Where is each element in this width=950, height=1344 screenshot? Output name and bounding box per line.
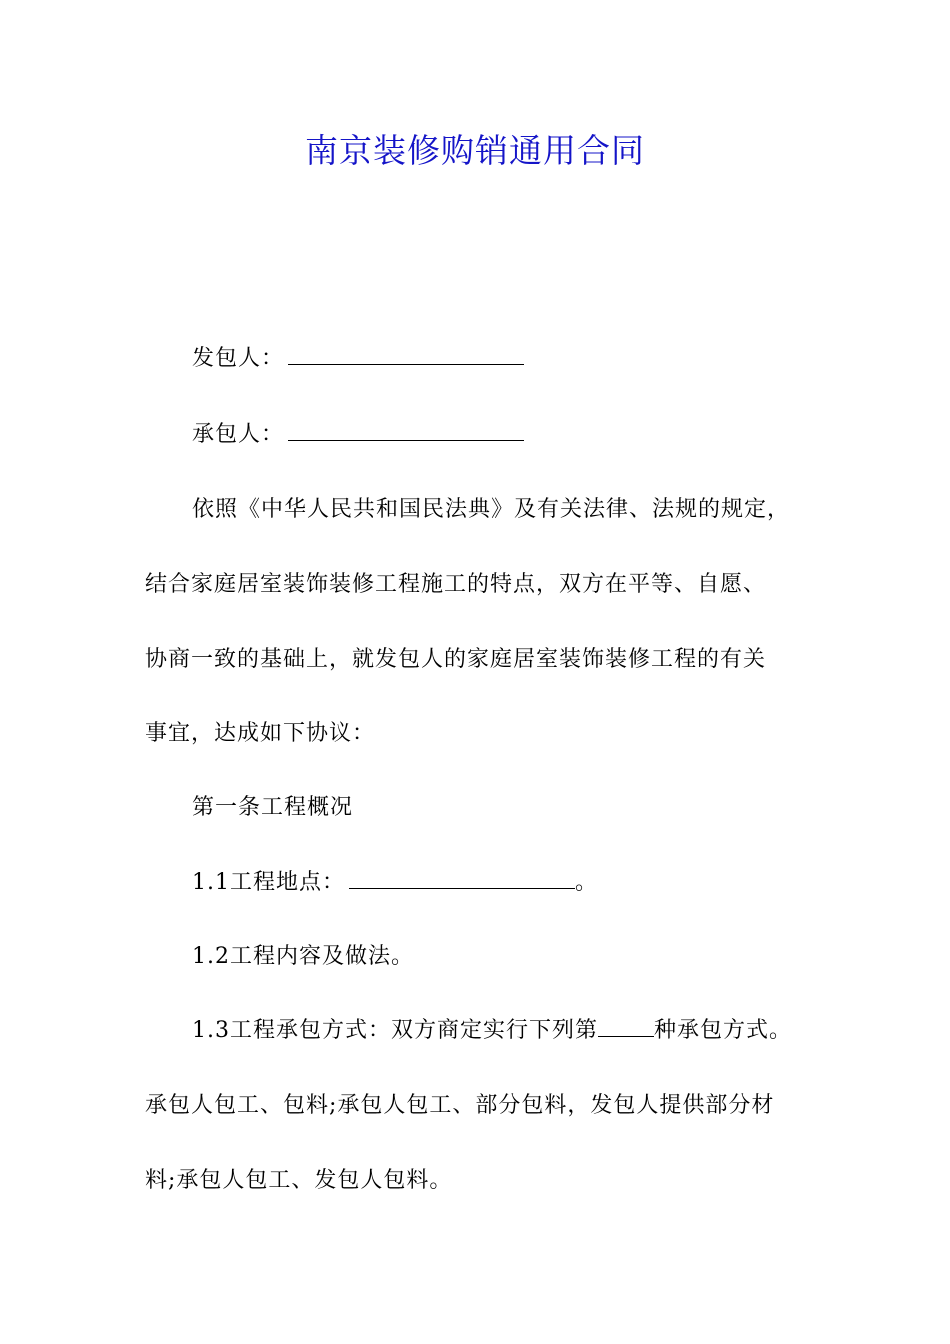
clause-1-1 [192, 866, 598, 900]
clause-1-3-after: 种承包方式。 [654, 1018, 793, 1043]
clause-1-3-line-2: 承包人包工、包料;承包人包工、部分包料，发包人提供部分材 [145, 1093, 775, 1118]
party-a-blank[interactable] [288, 346, 524, 365]
clause-1-3 [192, 1014, 792, 1048]
document-title: 南京装修购销通用合同 [305, 131, 645, 170]
party-a-line [192, 342, 524, 376]
party-b-label: 承包人： [192, 422, 285, 447]
contract-mode-number-blank[interactable] [598, 1018, 654, 1037]
party-b-blank[interactable] [288, 422, 524, 441]
article-1-heading: 第一条工程概况 [192, 795, 354, 820]
clause-1-1-end: 。 [575, 870, 599, 895]
intro-line-1: 依照《中华人民共和国民法典》及有关法律、法规的规定， [192, 497, 791, 522]
clause-1-1-label: 1.1工程地点： [192, 870, 345, 895]
clause-1-2: 1.2工程内容及做法。 [192, 944, 414, 969]
intro-line-3: 协商一致的基础上，就发包人的家庭居室装饰装修工程的有关 [145, 647, 767, 672]
intro-line-2: 结合家庭居室装饰装修工程施工的特点，双方在平等、自愿、 [145, 572, 767, 597]
clause-1-3-before: 1.3工程承包方式：双方商定实行下列第 [192, 1018, 598, 1043]
project-site-blank[interactable] [349, 870, 575, 889]
clause-1-3-line-3: 料;承包人包工、发包人包料。 [145, 1168, 453, 1193]
intro-line-4: 事宜，达成如下协议： [145, 721, 376, 746]
party-a-label: 发包人： [192, 346, 285, 371]
party-b-line [192, 418, 524, 452]
